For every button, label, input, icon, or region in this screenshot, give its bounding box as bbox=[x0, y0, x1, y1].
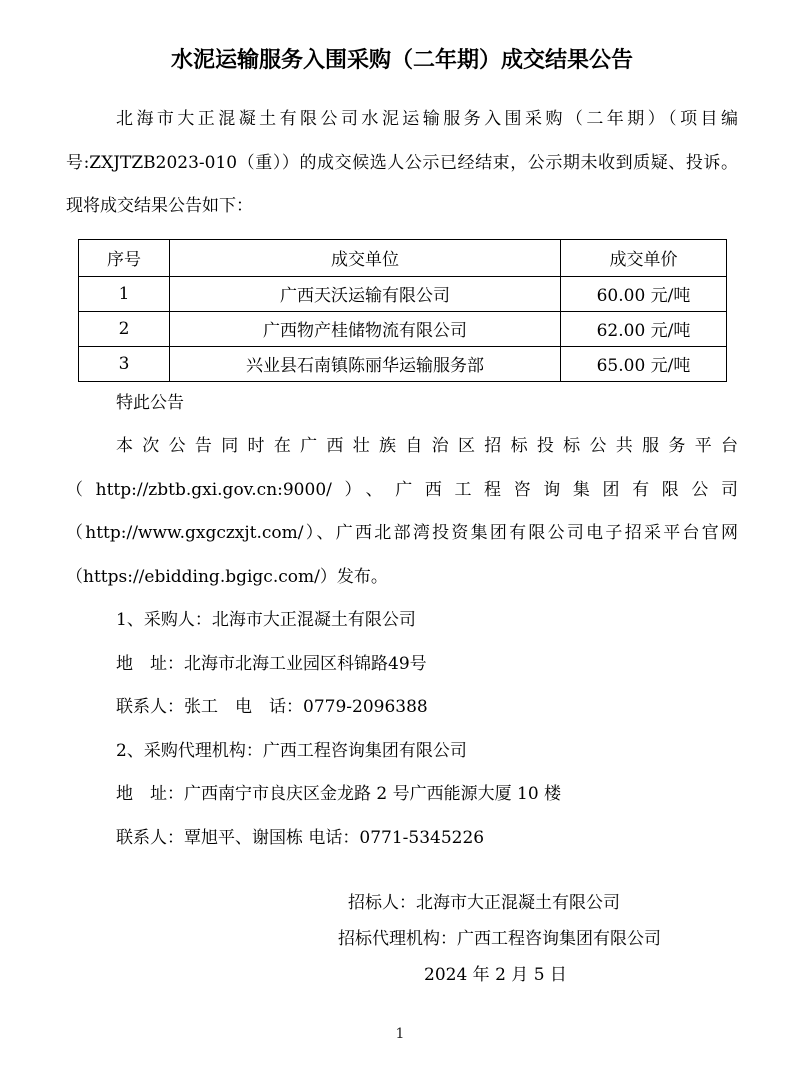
row-index: 2 bbox=[79, 311, 170, 346]
row-company: 广西天沃运输有限公司 bbox=[170, 276, 561, 311]
agency-address: 地 址：广西南宁市良庆区金龙路 2 号广西能源大厦 10 楼 bbox=[116, 784, 562, 804]
agency-line: 2、采购代理机构：广西工程咨询集团有限公司 bbox=[116, 740, 467, 761]
purchaser-contact: 联系人：张工 电 话：0779-2096388 bbox=[116, 697, 428, 717]
intro-paragraph: 北海市大正混凝土有限公司水泥运输服务入围采购（二年期）（项目编号:ZXJTZB2023-010（重））的成交候选人公示已经结束，公示期未收到质疑、投诉。现将成交结果公告如下： bbox=[66, 109, 738, 216]
agency-contact: 联系人：覃旭平、谢国栋 电话：0771-5345226 bbox=[116, 827, 485, 848]
result-table bbox=[78, 239, 727, 382]
row-price: 62.00 元/吨 bbox=[561, 311, 727, 346]
hereby-announcement: 特此公告 bbox=[116, 392, 184, 413]
row-price: 60.00 元/吨 bbox=[561, 276, 727, 311]
table-row bbox=[79, 276, 727, 311]
publish-paragraph: 本次公告同时在广西壮族自治区招标投标公共服务平台（http://zbtb.gxi.gov.cn:9000/）、广西工程咨询集团有限公司（http://www.gxgczxjt.com/）、广西北部湾投资集团有限公司电子招采平台官网（https://ebidding.bgigc.com/）发布。 bbox=[66, 436, 738, 587]
signature-tenderer: 招标人：北海市大正混凝土有限公司 bbox=[348, 893, 620, 913]
signature-date: 2024 年 2 月 5 日 bbox=[424, 965, 567, 985]
row-index: 3 bbox=[79, 346, 170, 381]
purchaser-line: 1、采购人：北海市大正混凝土有限公司 bbox=[116, 610, 416, 630]
column-header-price: 成交单价 bbox=[561, 239, 727, 276]
row-company: 广西物产桂储物流有限公司 bbox=[170, 311, 561, 346]
document-title: 水泥运输服务入围采购（二年期）成交结果公告 bbox=[170, 47, 633, 73]
signature-agency: 招标代理机构：广西工程咨询集团有限公司 bbox=[338, 929, 661, 949]
page-number: 1 bbox=[395, 1026, 405, 1042]
purchaser-address: 地 址：北海市北海工业园区科锦路49号 bbox=[116, 653, 427, 674]
table-header-row bbox=[79, 239, 727, 276]
column-header-company: 成交单位 bbox=[170, 239, 561, 276]
table-row bbox=[79, 346, 727, 381]
column-header-index: 序号 bbox=[79, 239, 170, 276]
row-index: 1 bbox=[79, 276, 170, 311]
row-price: 65.00 元/吨 bbox=[561, 346, 727, 381]
signature-block bbox=[66, 885, 738, 993]
table-row bbox=[79, 311, 727, 346]
row-company: 兴业县石南镇陈丽华运输服务部 bbox=[170, 346, 561, 381]
